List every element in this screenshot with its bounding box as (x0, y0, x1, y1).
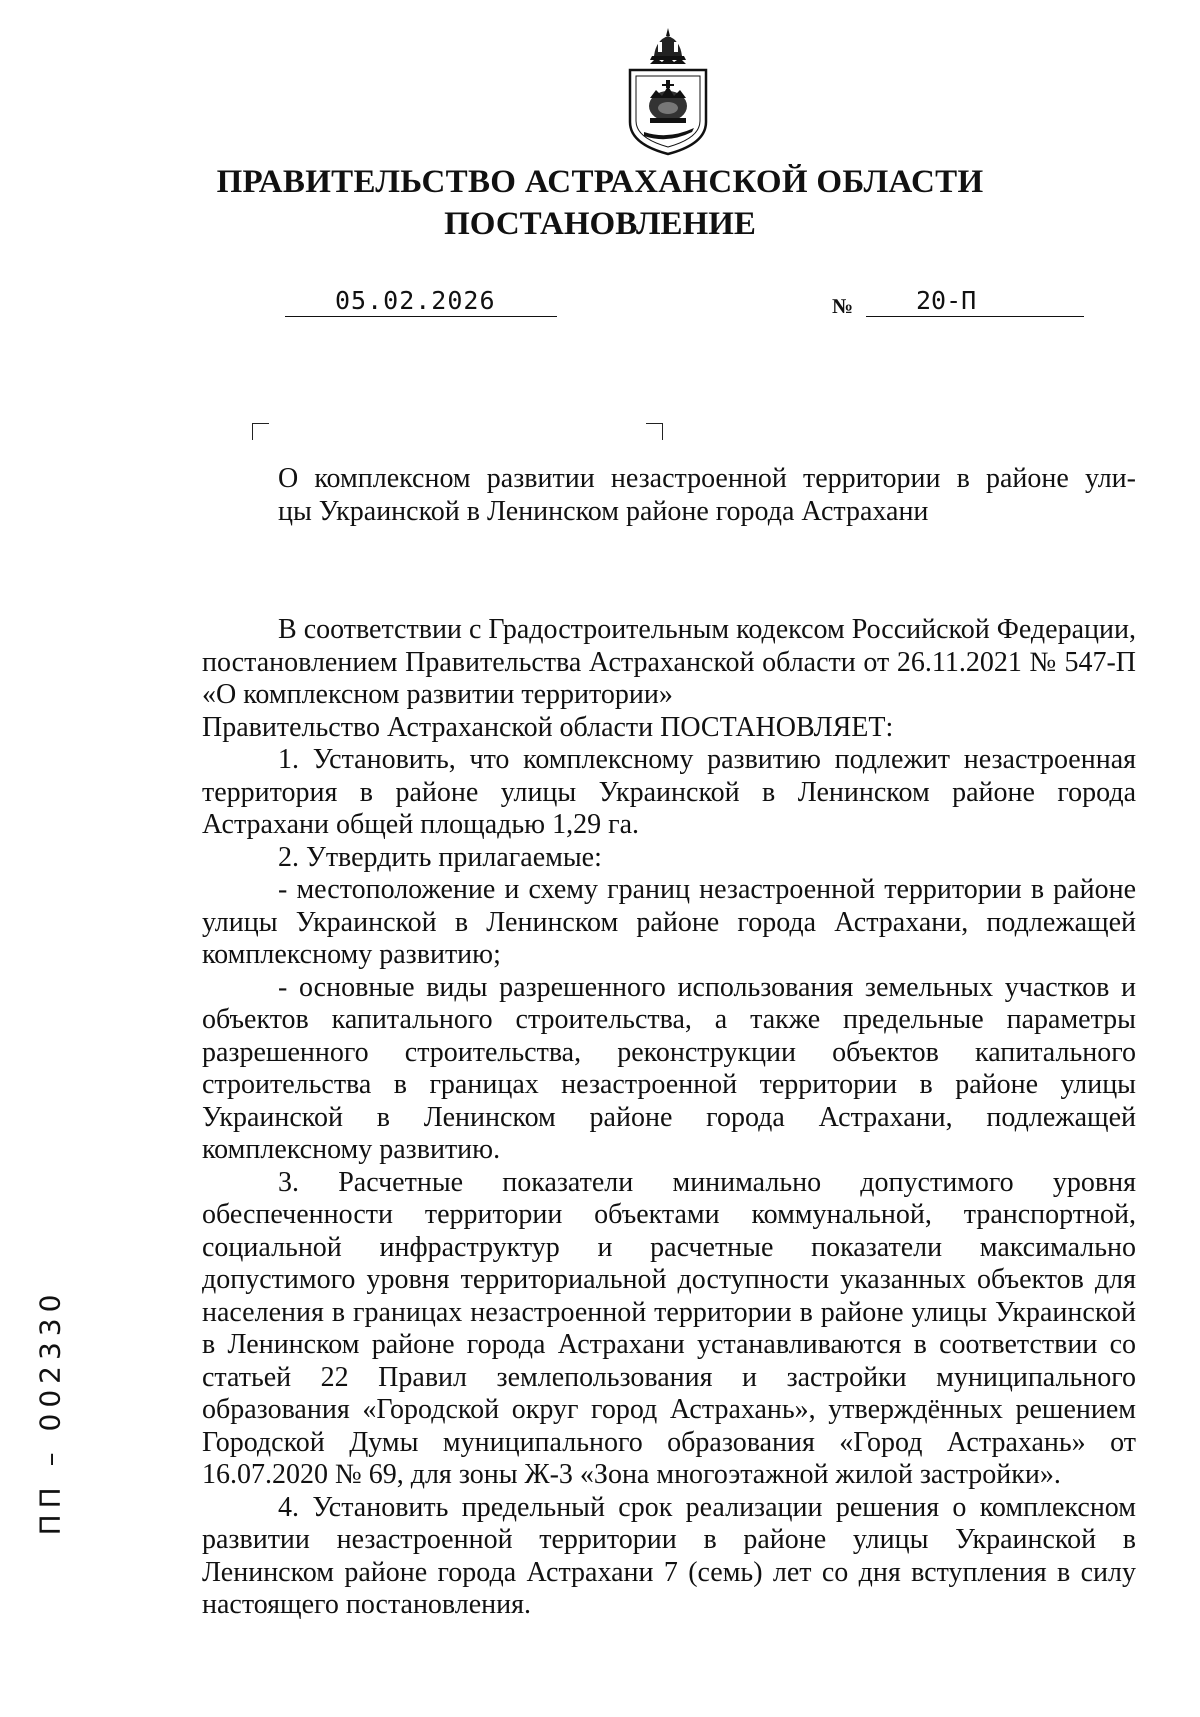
item-2b-paragraph: - основные виды разрешенного использования земельных участков и объектов капитального строительства, а также предельные параметры разрешенного строительства, реконструкции объектов капитального строительства в границах незастроенной территории в районе улицы Украинской в Ленинском районе города Астрахани, подлежащей комплексному развитию. (202, 971, 1136, 1165)
organization-title: ПРАВИТЕЛЬСТВО АСТРАХАНСКОЙ ОБЛАСТИ (216, 164, 984, 200)
item-3-paragraph: 3. Расчетные показатели минимально допустимого уровня обеспеченности территории объектами коммунальной, транспортной, социальной инфраструктур и расчетные показатели максимально допустимого уровня территориальной доступности указанных объектов для населения в границах незастроенной территории в районе улицы Украинской в Ленинском районе города Астрахани устанавливаются в соответствии со статьей 22 Правил землепользования и застройки муниципального образования «Городской округ город Астрахань», утверждённых решением Городской Думы муниципального образования «Город Астрахань» от 16.07.2020 № 69, для зоны Ж-3 «Зона многоэтажной жилой застройки». (202, 1166, 1136, 1490)
item-2-paragraph: 2. Утвердить прилагаемые: (278, 841, 602, 873)
document-number: 20-П (916, 286, 977, 315)
coat-of-arms-icon (620, 26, 716, 158)
date-field (285, 282, 557, 317)
item-2a-paragraph: - местоположение и схему границ незастроенной территории в районе улицы Украинской в Ленинском районе города Астрахани, подлежащей комплексному развитию; (202, 874, 1136, 970)
preamble-paragraph: В соответствии с Градостроительным кодексом Российской Федерации, постановлением Правительства Астраханской области от 26.11.2021 № 547-П «О комплексном развитии территории» (202, 614, 1136, 710)
side-serial-text: ПП – 002330 (33, 1288, 67, 1536)
subject-line-2: цы Украинской в Ленинском районе города Астрахани (278, 496, 929, 527)
number-field (866, 282, 1084, 317)
document-type-title: ПОСТАНОВЛЕНИЕ (444, 206, 756, 242)
item-1-paragraph: 1. Установить, что комплексному развитию подлежит незастроенная территория в районе улицы Украинской в Ленинском районе города Астрахани общей площадью 1,29 га. (202, 744, 1136, 840)
document-date: 05.02.2026 (335, 286, 496, 315)
item-4-paragraph: 4. Установить предельный срок реализации решения о комплексном развитии незастроенной территории в районе улицы Украинской в Ленинском районе города Астрахани 7 (семь) лет со дня вступления в силу настоящего постановления. (202, 1491, 1136, 1620)
number-sign: № (832, 294, 854, 318)
corner-mark-left (252, 423, 269, 440)
side-serial-code (30, 1247, 70, 1577)
subject-line-1: О комплексном развитии незастроенной территории в районе ули- (278, 463, 1136, 494)
document-subject (278, 462, 1136, 528)
decree-line: Правительство Астраханской области ПОСТАНОВЛЯЕТ: (202, 711, 894, 743)
document-body (202, 614, 1136, 1622)
corner-mark-right (646, 423, 663, 440)
